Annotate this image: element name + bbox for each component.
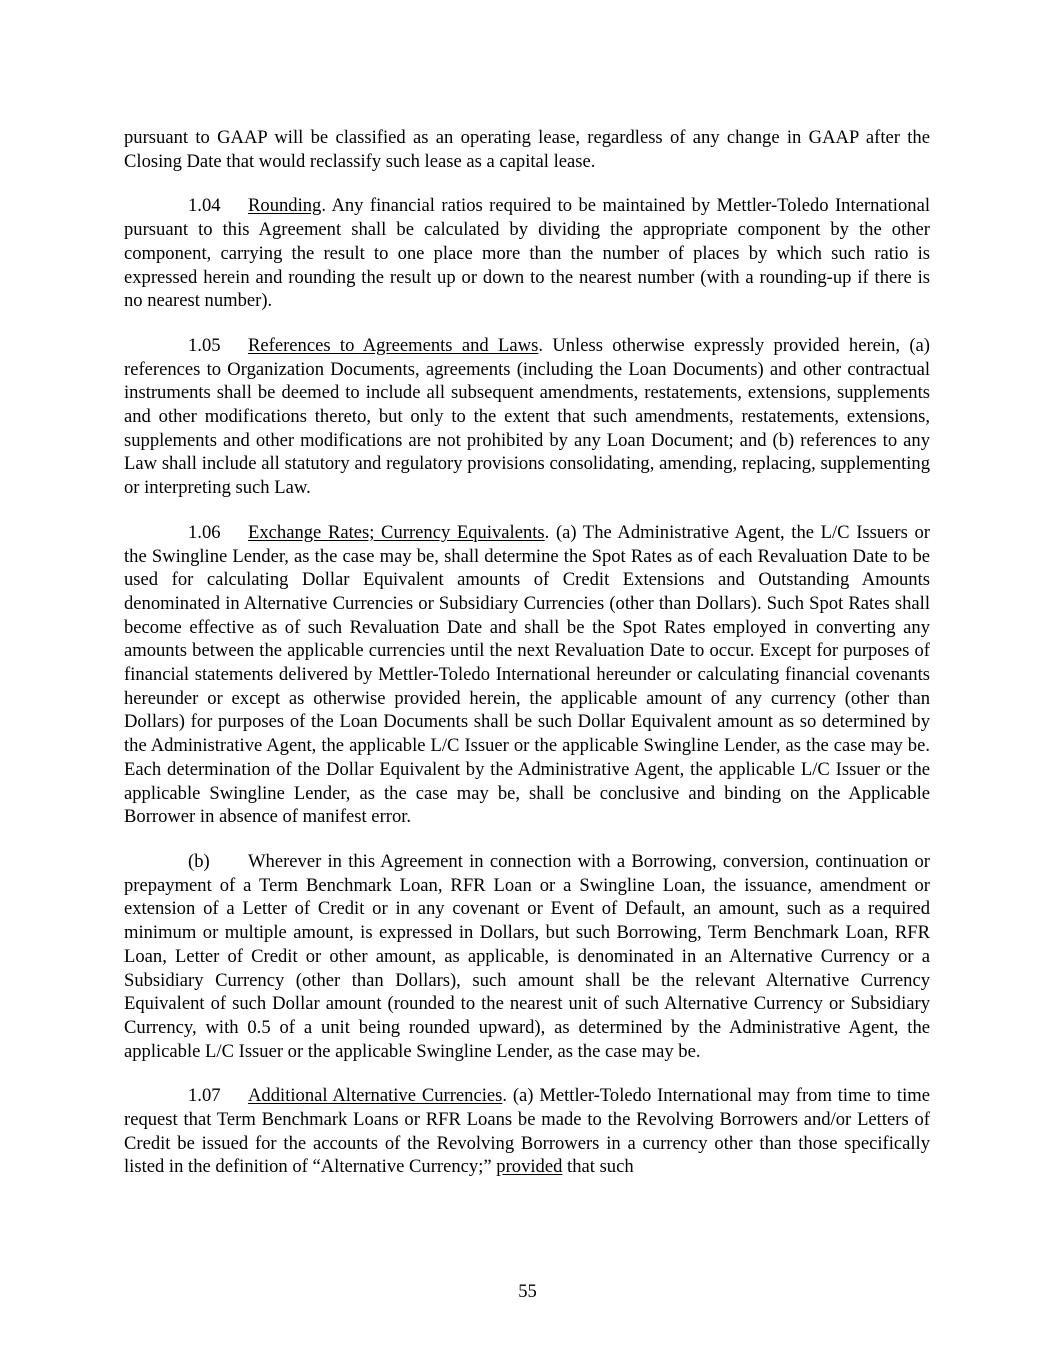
section-number: 1.06: [188, 521, 221, 543]
section-heading: Exchange Rates; Currency Equivalents: [248, 521, 545, 543]
section-heading: Rounding: [248, 195, 322, 217]
paragraph-text: pursuant to GAAP will be classified as an operating lease, regardless of any change in GAAP after the Closing Date that would reclassify such lease as a capital lease.: [124, 127, 930, 172]
section-body: . Unless otherwise expressly provided herein, (a) references to Organization Documents, agreements (including the Loan Documents) and other contractual instruments shall be deemed to include all subsequent amendments, restatements, extensions, supplements and other modifications thereto, but only to the extent that such amendments, restatements, extensions, supplements and other modifications are not prohibited by any Loan Document; and (b) references to any Law shall include all statutory and regulatory provisions consolidating, amending, replacing, supplementing or interpreting such Law.: [124, 334, 930, 499]
page-number: 55: [518, 1281, 537, 1302]
section-heading: References to Agreements and Laws: [248, 334, 539, 356]
subsection-number: (b): [188, 850, 210, 872]
subsection-body: Wherever in this Agreement in connection with a Borrowing, conversion, continuation or prepayment of a Term Benchmark Loan, RFR Loan or a Swingline Loan, the issuance, amendment or extension of a Letter of Credit or in any covenant or Event of Default, an amount, such as a required minimum or multiple amount, is expressed in Dollars, but such Borrowing, Term Benchmark Loan, RFR Loan, Letter of Credit or other amount, as applicable, is denominated in an Alternative Currency or a Subsidiary Currency (other than Dollars), such amount shall be the relevant Alternative Currency Equivalent of such Dollar amount (rounded to the nearest unit of such Alternative Currency or Subsidiary Currency, with 0.5 of a unit being rounded upward), as determined by the Administrative Agent, the applicable L/C Issuer or the applicable Swingline Lender, as the case may be.: [124, 850, 930, 1062]
paragraph-gaap-continuation: [124, 126, 930, 173]
section-1-04-rounding: [124, 194, 930, 313]
section-1-07-additional-currencies: [124, 1084, 930, 1179]
section-number: 1.07: [188, 1085, 221, 1107]
section-body: . (a) The Administrative Agent, the L/C Issuers or the Swingline Lender, as the case may be, shall determine the Spot Rates as of each Revaluation Date to be used for calculating Dollar Equivalent amounts of Credit Extensions and Outstanding Amounts denominated in Alternative Currencies or Subsidiary Currencies (other than Dollars). Such Spot Rates shall become effective as of such Revaluation Date and shall be the Spot Rates employed in converting any amounts between the applicable currencies until the next Revaluation Date to occur. Except for purposes of financial statements delivered by Mettler-Toledo International hereunder or calculating financial covenants hereunder or except as otherwise provided herein, the applicable amount of any currency (other than Dollars) for purposes of the Loan Documents shall be such Dollar Equivalent amount as so determined by the Administrative Agent, the applicable L/C Issuer or the applicable Swingline Lender, as the case may be. Each determination of the Dollar Equivalent by the Administrative Agent, the applicable L/C Issuer or the applicable Swingline Lender, as the case may be, shall be conclusive and binding on the Applicable Borrower in absence of manifest error.: [124, 521, 930, 828]
section-body: . (a) Mettler-Toledo International may from time to time request that Term Benchmark Loans or RFR Loans be made to the Revolving Borrowers and/or Letters of Credit be issued for the accounts of the Revolving Borrowers in a currency other than those specifically listed in the definition of “Alternative Currency;”: [124, 1085, 930, 1178]
section-heading: Additional Alternative Currencies: [248, 1085, 503, 1107]
section-1-06-subsection-b: [124, 850, 930, 1063]
section-1-06-exchange-rates: [124, 521, 930, 829]
section-1-05-references: [124, 334, 930, 500]
section-body-tail: that such: [562, 1156, 634, 1178]
section-number: 1.05: [188, 334, 221, 356]
section-body: . Any financial ratios required to be maintained by Mettler-Toledo International pursuant to this Agreement shall be calculated by dividing the appropriate component by the other component, carrying the result to one place more than the number of places by which such ratio is expressed herein and rounding the result up or down to the nearest number (with a rounding-up if there is no nearest number).: [124, 195, 930, 312]
emphasis-provided: provided: [496, 1156, 563, 1178]
document-page: [124, 126, 930, 1200]
section-number: 1.04: [188, 195, 221, 217]
